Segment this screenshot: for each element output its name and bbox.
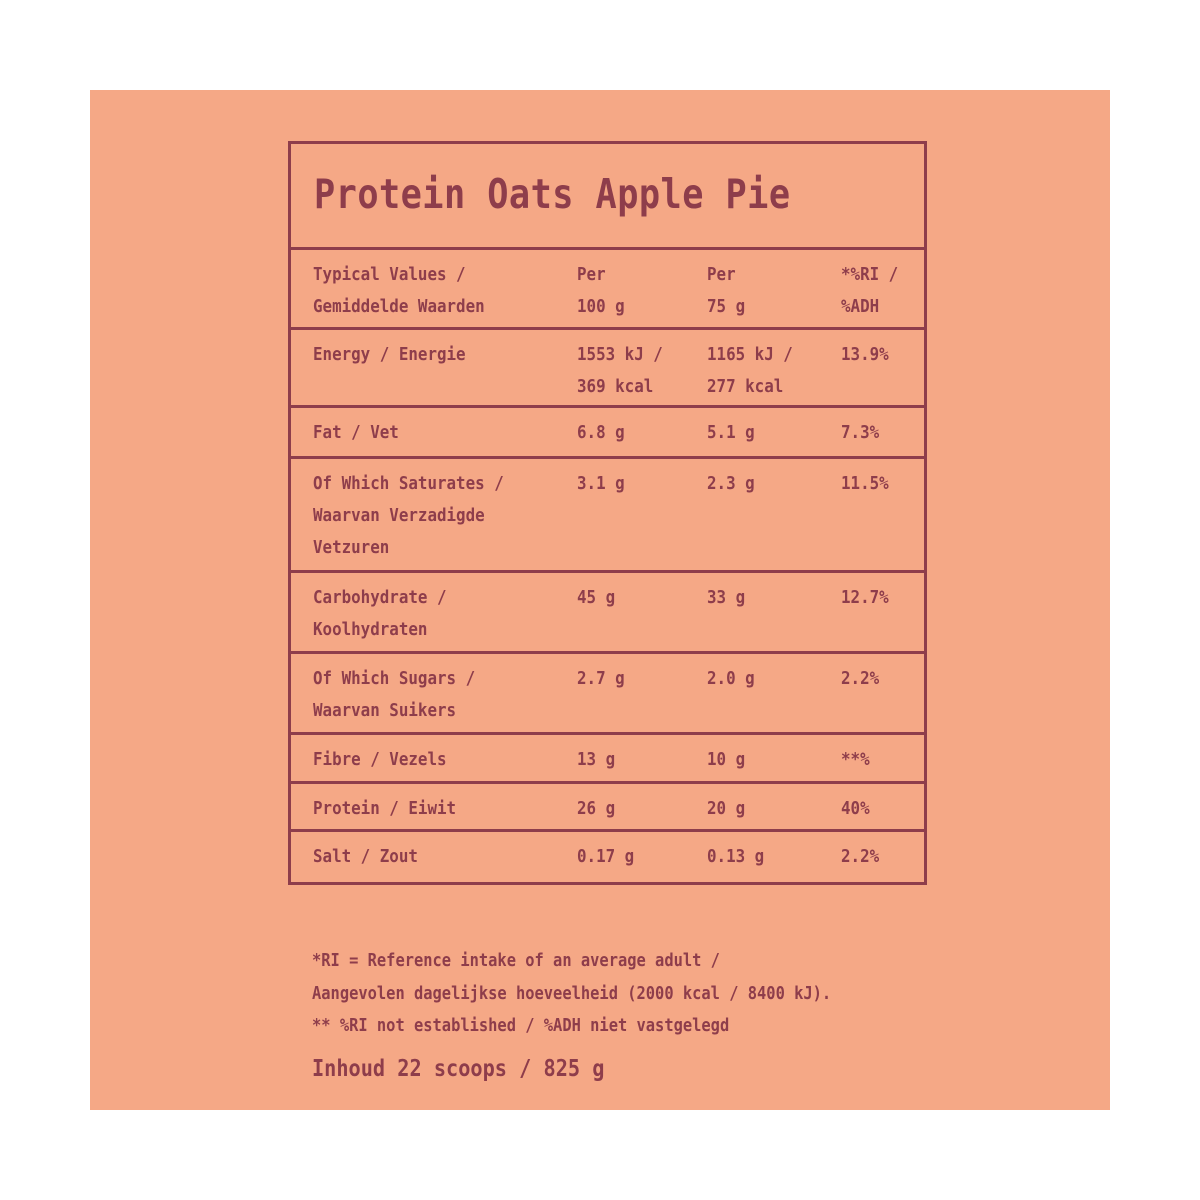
value-ri-line: 2.2%: [841, 668, 880, 689]
value-ri-line: 13.9%: [841, 344, 889, 365]
value-per-100g-line: 0.17 g: [577, 846, 635, 867]
header-col0-line1: Typical Values /: [313, 264, 466, 285]
value-per-100g: [577, 663, 625, 695]
nutrient-row: [291, 735, 924, 784]
header-typical-values: [313, 259, 485, 323]
nutrient-name-line: Salt / Zout: [313, 846, 418, 867]
value-per-75g: [707, 468, 755, 500]
value-per-75g-line: 277 kcal: [707, 376, 784, 397]
value-per-100g-line: 6.8 g: [577, 422, 625, 443]
value-per-75g: [707, 793, 745, 825]
label-panel: [90, 90, 1110, 1110]
value-ri-line: 7.3%: [841, 422, 880, 443]
header-col1-line1: Per: [577, 264, 606, 285]
value-per-75g: [707, 417, 755, 449]
value-ri-line: 11.5%: [841, 473, 889, 494]
nutrient-name-line: Waarvan Verzadigde: [313, 505, 485, 526]
title-row: [291, 144, 924, 250]
nutrient-row: [291, 330, 924, 408]
value-per-100g-line: 3.1 g: [577, 473, 625, 494]
header-col2-line2: 75 g: [707, 296, 746, 317]
value-per-100g-line: 45 g: [577, 587, 616, 608]
nutrient-name-line: Energy / Energie: [313, 344, 466, 365]
value-ri: [841, 468, 889, 500]
nutrient-row: [291, 573, 924, 654]
value-per-100g: [577, 468, 625, 500]
nutrient-row: [291, 459, 924, 573]
value-per-75g-line: 33 g: [707, 587, 746, 608]
nutrient-row: [291, 654, 924, 735]
value-per-75g-line: 20 g: [707, 798, 746, 819]
nutrient-name-line: Waarvan Suikers: [313, 700, 457, 721]
nutrient-name: [313, 468, 504, 564]
value-per-75g-line: 1165 kJ /: [707, 344, 793, 365]
value-ri: [841, 841, 879, 873]
nutrient-name: [313, 339, 466, 371]
nutrient-rows: [291, 330, 924, 882]
product-title: Protein Oats Apple Pie: [314, 170, 791, 218]
value-per-100g-line: 1553 kJ /: [577, 344, 663, 365]
nutrient-name-line: Fat / Vet: [313, 422, 399, 443]
footnotes: [312, 945, 831, 1043]
header-ri: [841, 259, 898, 323]
nutrient-name-line: Vetzuren: [313, 537, 390, 558]
contents-text: Inhoud 22 scoops / 825 g: [312, 1056, 605, 1082]
header-per-75g: [707, 259, 745, 323]
header-row: [291, 250, 924, 330]
nutrient-name: [313, 582, 447, 646]
value-per-75g-line: 0.13 g: [707, 846, 765, 867]
header-per-100g: [577, 259, 625, 323]
nutrient-row: [291, 832, 924, 882]
value-per-75g: [707, 841, 764, 873]
value-ri: [841, 582, 889, 614]
nutrient-name-line: Fibre / Vezels: [313, 749, 447, 770]
value-per-100g-line: 2.7 g: [577, 668, 625, 689]
footnote-line: *RI = Reference intake of an average adult /: [312, 951, 720, 971]
value-per-100g: [577, 744, 615, 776]
value-ri: [841, 793, 870, 825]
value-per-100g: [577, 339, 663, 403]
header-col0-line2: Gemiddelde Waarden: [313, 296, 485, 317]
value-ri: [841, 744, 870, 776]
nutrient-name-line: Of Which Saturates /: [313, 473, 504, 494]
nutrient-name: [313, 417, 399, 449]
value-per-75g-line: 5.1 g: [707, 422, 755, 443]
nutrient-name: [313, 841, 418, 873]
nutrition-table: [288, 141, 927, 885]
value-per-100g: [577, 417, 625, 449]
nutrient-name: [313, 663, 475, 727]
header-col1-line2: 100 g: [577, 296, 625, 317]
value-ri: [841, 339, 889, 371]
value-per-75g-line: 2.0 g: [707, 668, 755, 689]
footnote-line: Aangevolen dagelijkse hoeveelheid (2000 kcal / 8400 kJ).: [312, 983, 832, 1004]
value-ri: [841, 417, 879, 449]
header-col3-line1: *%RI /: [841, 264, 899, 285]
value-per-75g-line: 2.3 g: [707, 473, 755, 494]
value-ri-line: 12.7%: [841, 587, 889, 608]
value-per-75g: [707, 582, 745, 614]
value-ri-line: **%: [841, 749, 870, 770]
footnote-line: ** %RI not established / %ADH niet vastgelegd: [312, 1016, 730, 1036]
value-per-100g: [577, 582, 615, 614]
header-col2-line1: Per: [707, 264, 736, 285]
value-per-75g: [707, 744, 745, 776]
nutrient-name-line: Koolhydraten: [313, 619, 428, 640]
value-per-100g-line: 369 kcal: [577, 376, 654, 397]
nutrient-name-line: Protein / Eiwit: [313, 798, 457, 819]
nutrient-row: [291, 784, 924, 832]
value-per-100g-line: 26 g: [577, 798, 616, 819]
value-per-75g-line: 10 g: [707, 749, 746, 770]
value-per-100g-line: 13 g: [577, 749, 616, 770]
value-ri: [841, 663, 879, 695]
value-ri-line: 40%: [841, 798, 870, 819]
value-per-100g: [577, 841, 634, 873]
nutrient-name-line: Carbohydrate /: [313, 587, 447, 608]
nutrient-row: [291, 408, 924, 459]
nutrient-name: [313, 744, 447, 776]
value-per-75g: [707, 663, 755, 695]
value-per-100g: [577, 793, 615, 825]
value-ri-line: 2.2%: [841, 846, 880, 867]
nutrient-name: [313, 793, 456, 825]
header-col3-line2: %ADH: [841, 296, 880, 317]
value-per-75g: [707, 339, 793, 403]
nutrient-name-line: Of Which Sugars /: [313, 668, 476, 689]
